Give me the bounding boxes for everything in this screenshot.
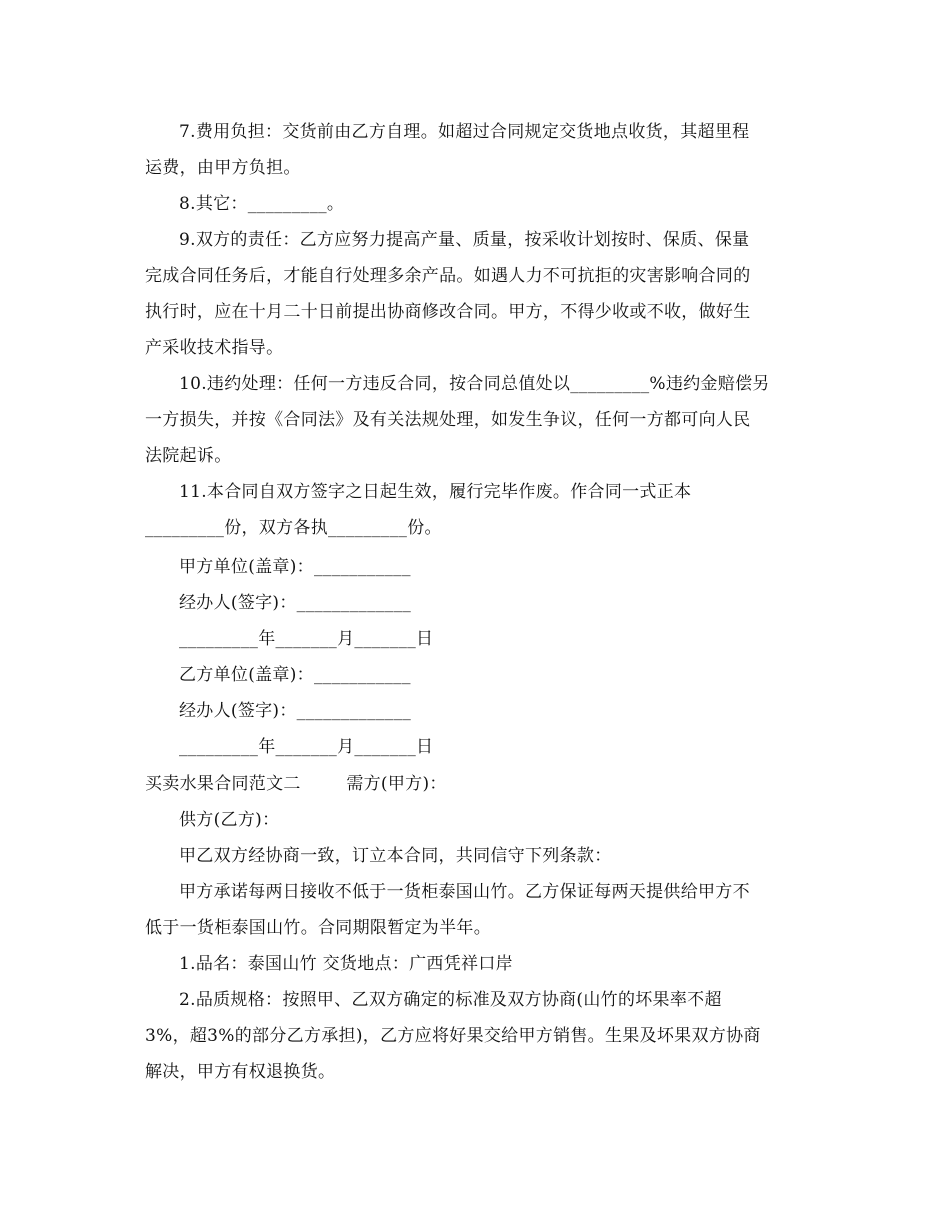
clause-8: 8.其它：_________。 (179, 194, 345, 214)
commitment-line-1: 甲方承诺每两日接收不低于一货柜泰国山竹。乙方保证每两天提供给甲方不 (179, 882, 750, 902)
item-2-quality-line-1: 2.品质规格：按照甲、乙双方确定的标准及双方协商(山竹的坏果率不超 (179, 990, 722, 1010)
commitment-line-2: 低于一货柜泰国山竹。合同期限暂定为半年。 (145, 918, 491, 938)
clause-9-line-1: 9.双方的责任：乙方应努力提高产量、质量，按采收计划按时、保质、保量 (179, 230, 750, 250)
item-2-quality-line-2: 3%，超3%的部分乙方承担)，乙方应将好果交给甲方销售。生果及坏果双方协商 (145, 1026, 761, 1046)
clause-9-line-2: 完成合同任务后，才能自行处理多余产品。如遇人力不可抗拒的灾害影响合同的 (145, 266, 751, 286)
section-title-sample-two: 买卖水果合同范文二 需方(甲方)： (145, 774, 447, 794)
party-a-unit-seal: 甲方单位(盖章)：___________ (179, 557, 411, 577)
item-1-product-name: 1.品名：泰国山竹 交货地点：广西凭祥口岸 (179, 954, 513, 974)
clause-11-line-1: 11.本合同自双方签字之日起生效，履行完毕作废。作合同一式正本 (179, 482, 692, 502)
agreement-intro: 甲乙双方经协商一致，订立本合同，共同信守下列条款： (179, 846, 612, 866)
clause-7-line-1: 7.费用负担：交货前由乙方自理。如超过合同规定交货地点收货，其超里程 (179, 122, 750, 142)
supplier-party-b: 供方(乙方)： (179, 810, 280, 830)
clause-11-line-2: _________份，双方各执_________份。 (145, 518, 442, 538)
clause-9-line-4: 产采收技术指导。 (145, 338, 284, 358)
clause-9-line-3: 执行时，应在十月二十日前提出协商修改合同。甲方，不得少收或不收，做好生 (145, 302, 751, 322)
clause-10-line-1: 10.违约处理：任何一方违反合同，按合同总值处以_________%违约金赔偿另 (179, 374, 770, 394)
party-b-date: _________年_______月_______日 (179, 737, 434, 757)
clause-10-line-2: 一方损失，并按《合同法》及有关法规处理，如发生争议，任何一方都可向人民 (145, 410, 751, 430)
party-b-agent-signature: 经办人(签字)：_____________ (179, 701, 412, 721)
party-a-agent-signature: 经办人(签字)：_____________ (179, 593, 412, 613)
item-2-quality-line-3: 解决，甲方有权退换货。 (145, 1062, 336, 1082)
clause-7-line-2: 运费，由甲方负担。 (145, 158, 301, 178)
clause-10-line-3: 法院起诉。 (145, 446, 232, 466)
party-b-unit-seal: 乙方单位(盖章)：___________ (179, 665, 411, 685)
party-a-date: _________年_______月_______日 (179, 629, 434, 649)
